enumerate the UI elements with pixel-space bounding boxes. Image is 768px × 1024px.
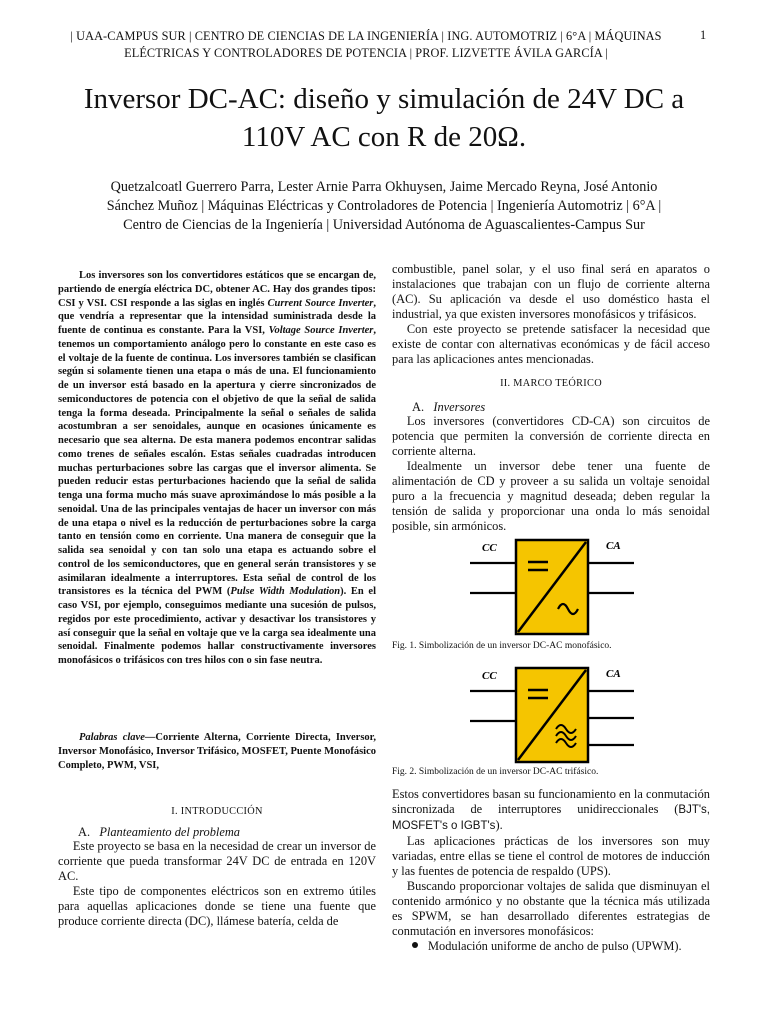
abstract-text-3: , tenemos un comportamiento análogo pero lo constante en este caso es el voltaje de la fuente de continua. Los inversores también se clasifican según si solamente tienen una etapa o más de una. El funcionamiento de un inversor está basado en la apertura y cierre sincronizados de semiconductores de potencia con el objetivo de que la señal de salida tenga la forma deseada. Principalmente la señal o señales de salida acostumbran a ser senoidales, aunque en ocasiones únicamente es necesario que sea alterna. De esta manera podemos encontrar salidas como trenes de señales escalón. Estas señales cuadradas introducen muchas perturbaciones sobre las cargas que el inversor alimenta. Se pueden reducir estas perturbaciones haciendo que la señal de salida tenga una forma mucho más suave aproximándose lo más posible a la senoidal. Una de las principales ventajas de hacer un inversor con más de una etapa o nivel es la reducción de perturbaciones sobre la carga tanto en tensión como en corriente. Una manera de conseguir que la salida sea senoidal y con tan solo una etapa es actuando sobre el control de los semiconductores, que en general serán transistores y se asimilaran idealmente a interruptores. Esta señal de control de los transistores es la técnica del PWM ( bbox=[58, 325, 376, 598]
intro-body bbox=[58, 839, 376, 929]
inversores-body bbox=[392, 414, 710, 534]
abstract-text-1: Los inversores son los convertidores estáticos que se encargan de, partiendo de energía eléctrica DC, obtener AC. Hay dos grandes tipos: CSI y VSI. CSI responde a las siglas en inglés bbox=[58, 270, 376, 309]
keywords bbox=[58, 731, 376, 772]
abstract-text-2: , que vendría a representar que la intensidad suministrada desde la fuente de continua es constante. Para la VSI, bbox=[58, 297, 376, 336]
body-text: ). bbox=[495, 818, 503, 832]
bullet-item bbox=[412, 939, 682, 954]
keywords-paragraph bbox=[58, 731, 376, 772]
subsection-1a-heading bbox=[78, 825, 240, 840]
keywords-text: —Corriente Alterna, Corriente Directa, Inversor, Inversor Monofásico, Inversor Trifásico, MOSFET, Puente Monofásico Completo, PWM, VSI, bbox=[58, 732, 376, 771]
subsection-title: Inversores bbox=[433, 400, 486, 414]
figure-1-caption: Fig. 1. Simbolización de un inversor DC-AC monofásico. bbox=[392, 641, 612, 651]
figure-1-cc-label: CC bbox=[482, 542, 497, 554]
right-column-continuation bbox=[392, 262, 710, 367]
bullet-dot-icon bbox=[412, 942, 418, 948]
intro-paragraph: Este proyecto se basa en la necesidad de crear un inversor de corriente que pueda transformar 24V DC de entrada en 120V AC. bbox=[58, 839, 376, 883]
body-paragraph: Con este proyecto se pretende satisfacer la necesidad que existe de contar con alternativas económicas y de fácil acceso para las aplicaciones antes mencionadas. bbox=[392, 322, 710, 366]
figure-1-ca-label: CA bbox=[606, 540, 621, 552]
abstract bbox=[58, 269, 376, 668]
intro-paragraph: Este tipo de componentes eléctricos son en extremo útiles para aquellas aplicaciones donde se tiene una fuente que produce corriente directa (DC), llámese batería, celda de bbox=[58, 884, 376, 928]
conmutacion-body bbox=[392, 787, 710, 939]
body-paragraph: Buscando proporcionar voltajes de salida que disminuyan el contenido armónico y no obstante que la técnica más utilizada es SPWM, se han desarrollado diferentes estrategias de conmutación en inversores monofásicos: bbox=[392, 879, 710, 938]
figure-2-cc-label: CC bbox=[482, 670, 497, 682]
abstract-pwm-term: Pulse Width Modulation bbox=[230, 586, 341, 598]
subsection-number: A. bbox=[412, 400, 425, 414]
section-2-heading: II. MARCO TEÓRICO bbox=[500, 378, 602, 389]
subsection-title: Planteamiento del problema bbox=[99, 825, 240, 839]
subsection-2a-heading bbox=[412, 400, 485, 415]
figure-1-inverter-symbol bbox=[470, 535, 720, 637]
author-line-2: Sánchez Muñoz | Máquinas Eléctricas y Controladores de Potencia | Ingeniería Automotriz | 6°A | bbox=[106, 198, 662, 214]
body-paragraph: Las aplicaciones prácticas de los inversores son muy variadas, entre ellas se tiene el control de motores de inducción y las fuentes de potencia de respaldo (UPS). bbox=[392, 834, 710, 878]
subsection-number: A. bbox=[78, 825, 91, 839]
section-1-heading: I. INTRODUCCIÓN bbox=[171, 806, 263, 817]
author-block bbox=[60, 178, 708, 235]
abstract-csi-term: Current Source Inverter bbox=[267, 297, 374, 309]
switch-types: BJT's, MOSFET's o IGBT's bbox=[392, 804, 710, 832]
body-paragraph: Idealmente un inversor debe tener una fuente de alimentación de CD y proveer a su salida un voltaje senoidal puro a la frecuencia y magnitud deseada; deben regular la tensión de salida y proporcionar una onda lo más senoidal posible, sin armónicos. bbox=[392, 459, 710, 533]
figure-2-caption: Fig. 2. Simbolización de un inversor DC-AC trifásico. bbox=[392, 767, 599, 777]
body-paragraph: Los inversores (convertidores CD-CA) son circuitos de potencia que permiten la conversión de corriente directa en corriente alterna. bbox=[392, 414, 710, 458]
body-text: Estos convertidores basan su funcionamiento en la conmutación sincronizada de interruptores unidireccionales ( bbox=[392, 787, 710, 816]
abstract-paragraph bbox=[58, 269, 376, 668]
author-line-3: Centro de Ciencias de la Ingeniería | Universidad Autónoma de Aguascalientes-Campus Sur bbox=[123, 217, 645, 233]
keywords-label: Palabras clave bbox=[79, 732, 145, 743]
figure-2-inverter-symbol bbox=[470, 663, 720, 765]
abstract-text-4: ). En el caso VSI, por ejemplo, conseguimos mediante una sucesión de pulsos, regidos por este procedimiento, activar y desactivar los transistores y así conseguir que la señal en voltaje que ve la carga sea idealmente una senoidal. Finalmente podemos hallar constructivamente inversores monofásicos o trifásicos con tres hilos con o sin fase neutra. bbox=[58, 586, 376, 666]
page-number: 1 bbox=[700, 28, 707, 42]
figure-2-ca-label: CA bbox=[606, 668, 621, 680]
abstract-vsi-term: Voltage Source Inverter bbox=[268, 325, 374, 336]
bullet-text: Modulación uniforme de ancho de pulso (UPWM). bbox=[428, 939, 682, 953]
author-line-1: Quetzalcoatl Guerrero Parra, Lester Arnie Parra Okhuysen, Jaime Mercado Reyna, José Antonio bbox=[110, 179, 658, 195]
body-paragraph bbox=[392, 787, 710, 834]
paper-title: Inversor DC-AC: diseño y simulación de 24V DC a 110V AC con R de 20Ω. bbox=[83, 83, 685, 153]
running-head: | UAA-CAMPUS SUR | CENTRO DE CIENCIAS DE LA INGENIERÍA | ING. AUTOMOTRIZ | 6°A | MÁQUINAS ELÉCTRICAS Y CONTROLADORES DE POTENCIA | PROF. LIZVETTE ÁVILA GARCÍA | bbox=[70, 29, 662, 60]
body-paragraph: combustible, panel solar, y el uso final será en aparatos o instalaciones que trabajan con un flujo de corriente alterna (AC). Su aplicación va desde el uso doméstico hasta el industrial, ya que existen inversores monofásicos y trifásicos. bbox=[392, 262, 710, 321]
